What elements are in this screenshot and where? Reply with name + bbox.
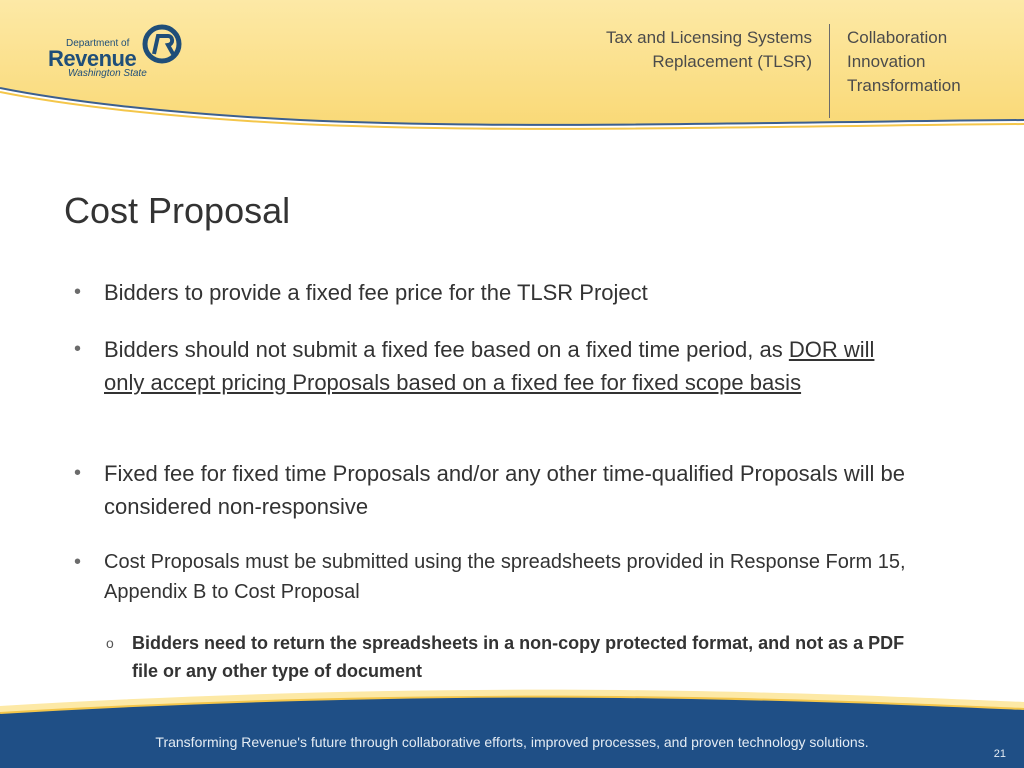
logo-revenue-text: Revenue (48, 46, 137, 71)
value-innovation: Innovation (847, 52, 926, 71)
sub-bullet-item (106, 629, 922, 685)
value-transformation: Transformation (847, 76, 961, 95)
bullet-item (74, 547, 916, 607)
program-name-line2: Replacement (TLSR) (652, 52, 812, 71)
value-collaboration: Collaboration (847, 28, 948, 47)
program-name-line1: Tax and Licensing Systems (606, 28, 812, 47)
bullet-item (74, 276, 914, 309)
bullet-text: Bidders should not submit a fixed fee based on a fixed time period, as (104, 337, 789, 362)
bullet-marker: • (74, 338, 82, 360)
sub-bullet-marker: o (106, 635, 114, 651)
footer-tagline: Transforming Revenue's future through collaborative efforts, improved processes, and proven technology solutions. (155, 734, 869, 750)
bullet-underlined-text: DOR will only accept pricing Proposals based on a fixed fee for fixed scope basis (104, 337, 875, 395)
sub-bullet-text: Bidders need to return the spreadsheets in a non-copy protected format, and not as a PDF file or any other type of document (132, 633, 905, 681)
page-number: 21 (993, 748, 1006, 760)
program-name (606, 26, 812, 74)
bullet-marker: • (74, 281, 82, 303)
header-divider (829, 24, 830, 118)
slide-title: Cost Proposal (64, 190, 291, 231)
bullet-text: Cost Proposals must be submitted using the spreadsheets provided in Response Form 15, Appendix B to Cost Proposal (104, 551, 916, 603)
bullet-item (74, 457, 914, 523)
logo-mark-icon (142, 24, 182, 64)
bullet-marker: • (74, 462, 82, 484)
logo-state-text: Washington State (68, 68, 147, 79)
program-values (847, 26, 961, 98)
dor-logo[interactable] (46, 26, 196, 86)
bullet-text: Fixed fee for fixed time Proposals and/or any other time-qualified Proposals will be considered non-responsive (104, 461, 905, 519)
bullet-text: Bidders to provide a fixed fee price for the TLSR Project (104, 280, 648, 305)
bullet-item (74, 333, 914, 399)
bullet-marker: • (74, 551, 82, 573)
logo-department-text: Department of (66, 38, 130, 49)
